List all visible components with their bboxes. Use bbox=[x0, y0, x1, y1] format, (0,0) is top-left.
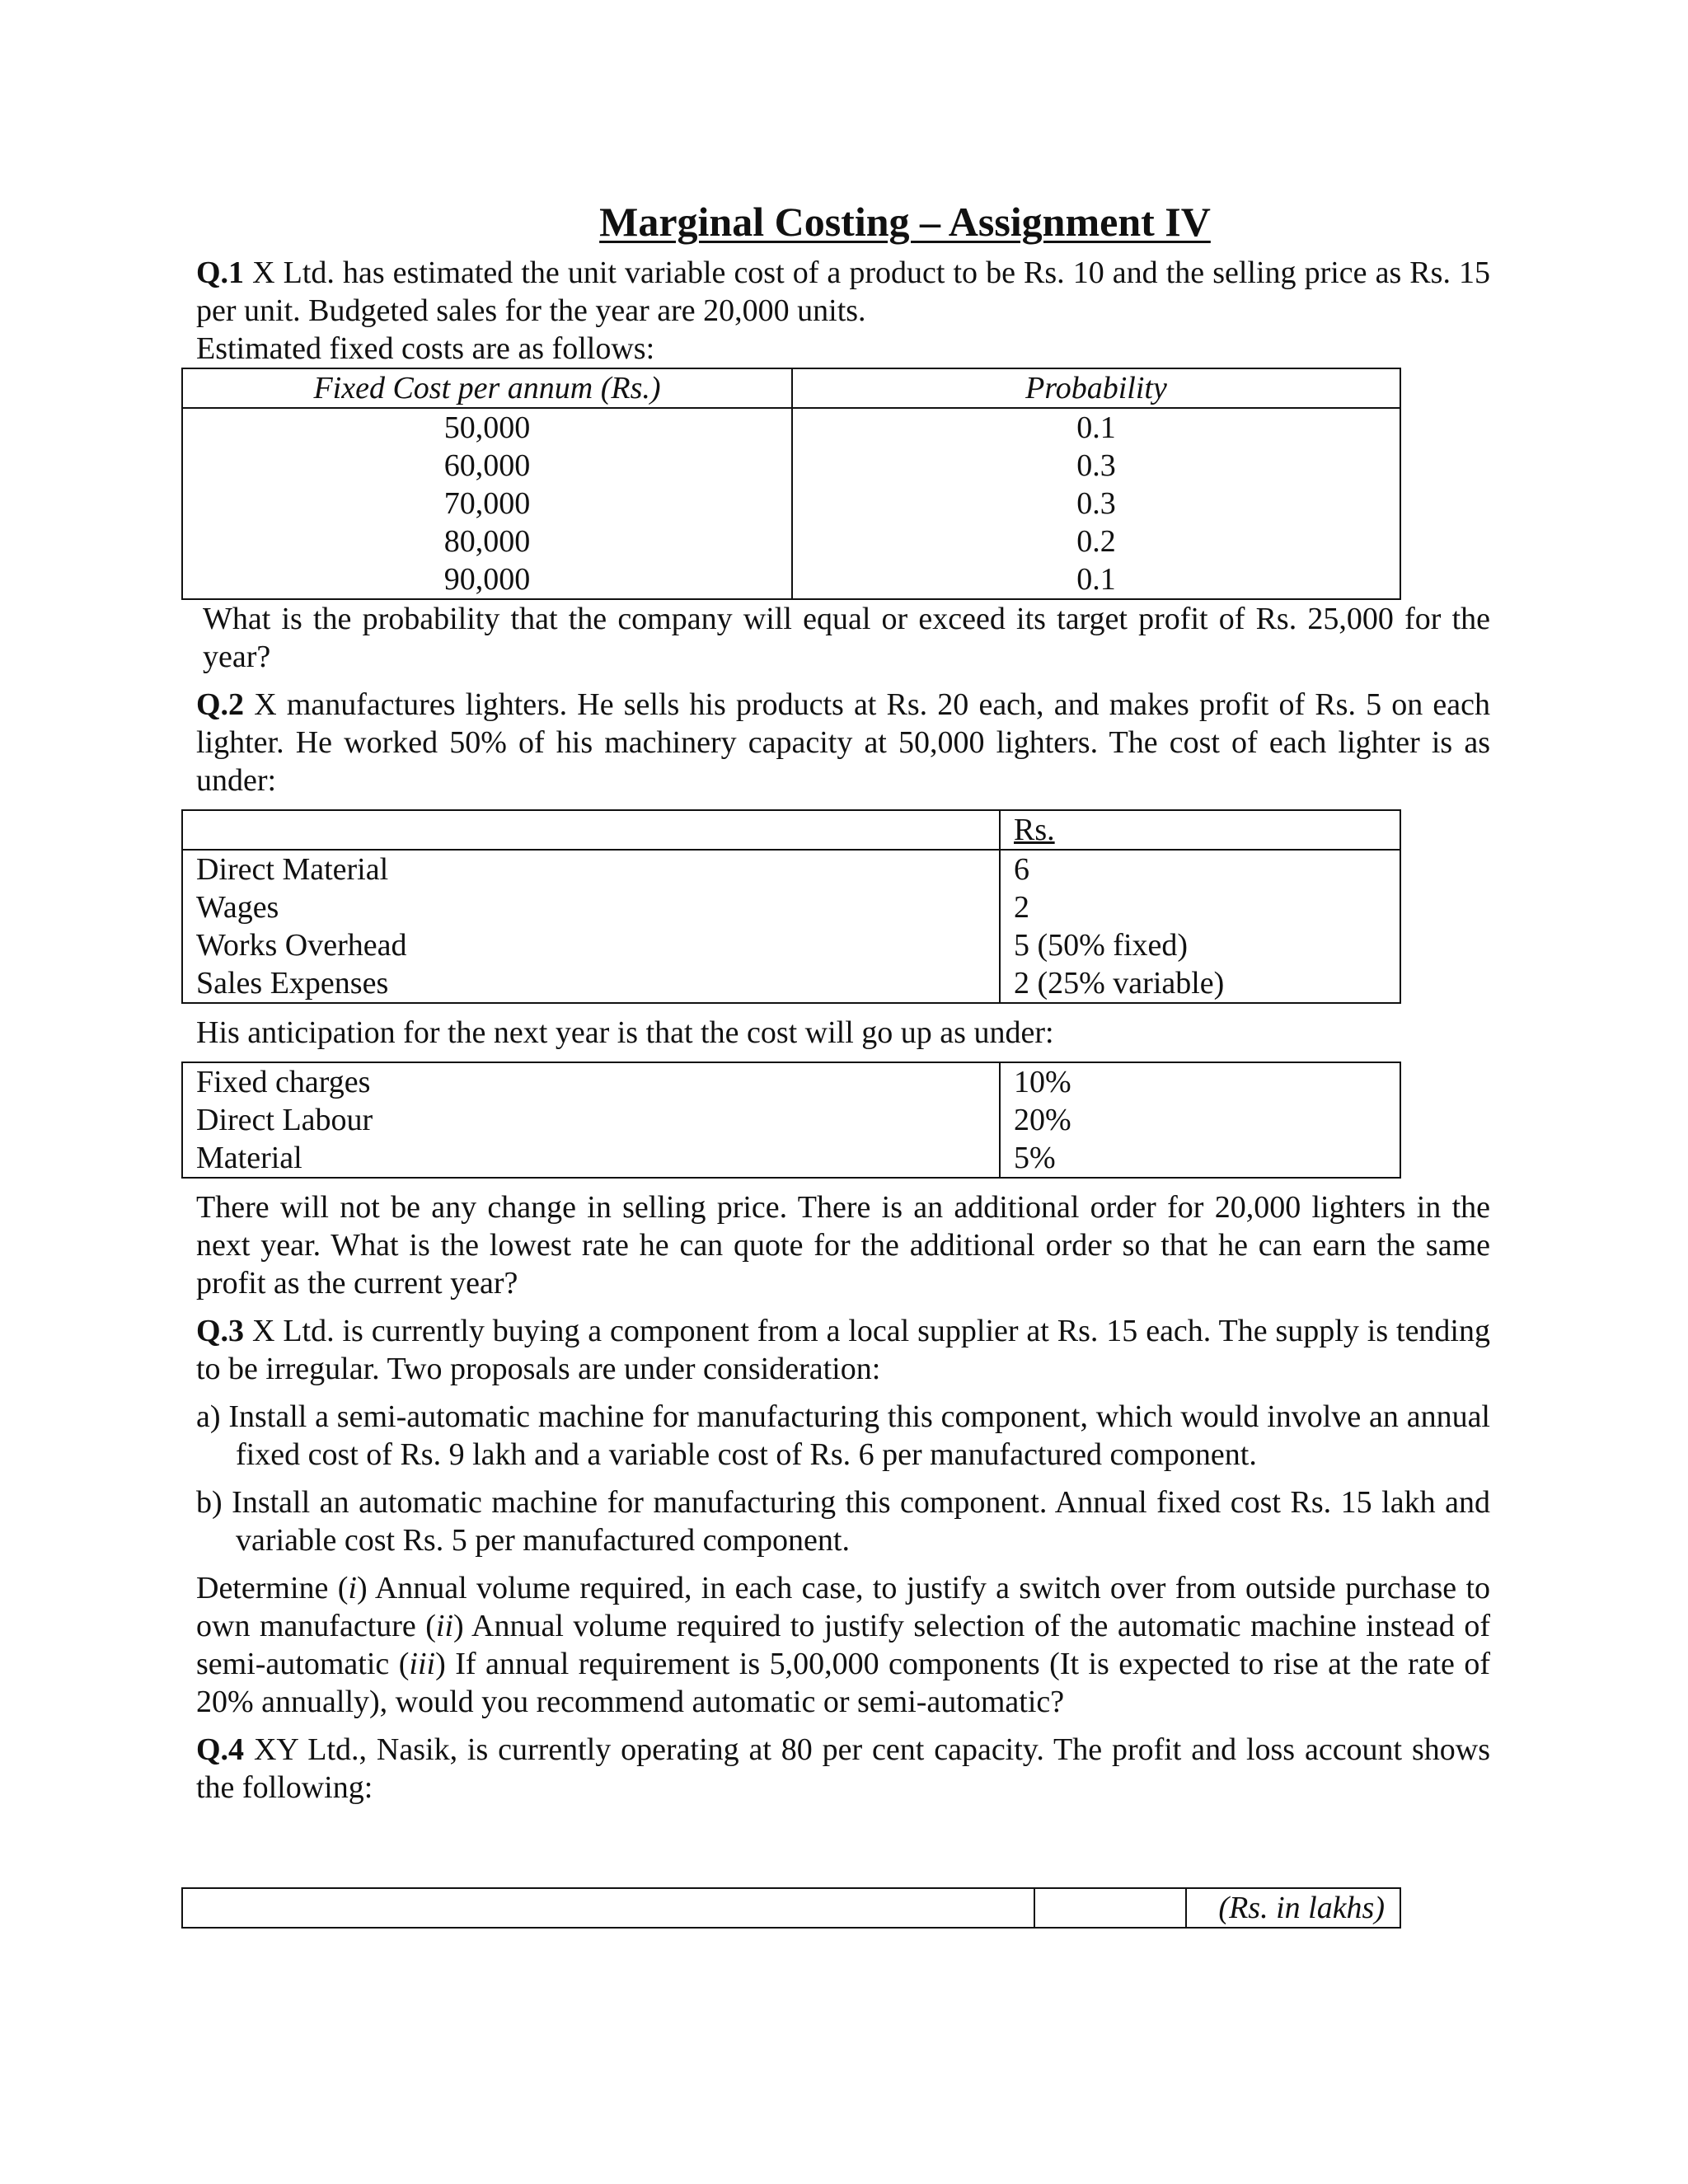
q4-text: XY Ltd., Nasik, is currently operating at 80 per cent capacity. The profit and loss account shows the following: bbox=[196, 1732, 1491, 1805]
empty-cell bbox=[1034, 1888, 1186, 1928]
table-row bbox=[182, 523, 1400, 560]
increase-item-cell: Direct Labour bbox=[182, 1101, 1000, 1139]
increase-value-cell: 5% bbox=[1014, 1141, 1056, 1175]
probability-cell: 0.3 bbox=[1076, 486, 1116, 521]
fixed-cost-cell: 50,000 bbox=[182, 408, 792, 447]
empty-cell bbox=[182, 1888, 1034, 1928]
determine-part-1: Annual volume required, in each case, to justify a switch over from outside purchase to own manufacture bbox=[196, 1571, 1491, 1643]
table-row bbox=[182, 560, 1400, 599]
fixed-cost-probability-table bbox=[181, 368, 1401, 600]
determine-part-3: If annual requirement is 5,00,000 components (It is expected to rise at the rate of 20% annually), would you recommend automatic or semi-automatic? bbox=[196, 1647, 1491, 1719]
q1-label: Q.1 bbox=[196, 255, 245, 290]
probability-cell: 0.3 bbox=[1076, 448, 1116, 483]
cost-value-cell: 5 (50% fixed) bbox=[1014, 928, 1189, 963]
unit-header-cell: (Rs. in lakhs) bbox=[1218, 1891, 1385, 1925]
cost-item-cell: Works Overhead bbox=[182, 926, 1000, 964]
q2-text: X manufactures lighters. He sells his products at Rs. 20 each, and makes profit of Rs. 5 on each lighter. He worked 50% of his machinery capacity at 50,000 lighters. The cost of each lighter is as under: bbox=[196, 687, 1491, 798]
cost-item-cell: Wages bbox=[182, 888, 1000, 926]
table-row bbox=[182, 964, 1400, 1003]
increase-value-cell: 20% bbox=[1014, 1103, 1071, 1137]
col-header-fixed-cost: Fixed Cost per annum (Rs.) bbox=[182, 368, 792, 408]
probability-cell: 0.1 bbox=[1076, 410, 1116, 445]
q3-option-a: a) Install a semi-automatic machine for manufacturing this component, which would involve an annual fixed cost of Rs. 9 lakh and a variable cost of Rs. 6 per manufactured component. bbox=[196, 1399, 1490, 1472]
fixed-cost-cell: 60,000 bbox=[182, 447, 792, 485]
assignment-content bbox=[196, 196, 1490, 1929]
profit-loss-table bbox=[181, 1887, 1401, 1929]
lighter-cost-table bbox=[181, 809, 1401, 1004]
table-row bbox=[182, 447, 1400, 485]
q3-label: Q.3 bbox=[196, 1314, 245, 1348]
fixed-cost-cell: 90,000 bbox=[182, 560, 792, 599]
determine-part-2: Annual volume required to justify selection of the automatic machine instead of semi-automatic bbox=[196, 1609, 1491, 1681]
q3-options bbox=[196, 1398, 1490, 1559]
cost-value-cell: 2 bbox=[1014, 890, 1029, 925]
q2-question: There will not be any change in selling price. There is an additional order for 20,000 lighters in the next year. What is the lowest rate he can quote for the additional order so that he can earn the same profit as the current year? bbox=[196, 1190, 1490, 1301]
table-row bbox=[182, 1139, 1400, 1178]
q2-label: Q.2 bbox=[196, 687, 245, 722]
q1-text: X Ltd. has estimated the unit variable cost of a product to be Rs. 10 and the selling price as Rs. 15 per unit. Budgeted sales for the year are 20,000 units. bbox=[196, 255, 1491, 328]
marker-i: i bbox=[348, 1571, 357, 1605]
col-header-probability: Probability bbox=[792, 368, 1400, 408]
marker-iii: iii bbox=[409, 1647, 436, 1681]
table-header-row bbox=[182, 810, 1400, 850]
q3-intro bbox=[196, 1312, 1490, 1388]
table-row bbox=[182, 408, 1400, 447]
q4-label: Q.4 bbox=[196, 1732, 245, 1767]
cost-item-cell: Sales Expenses bbox=[182, 964, 1000, 1003]
cost-item-cell: Direct Material bbox=[182, 850, 1000, 888]
table-row bbox=[182, 485, 1400, 523]
table-header-row bbox=[182, 1888, 1400, 1928]
q3-text: X Ltd. is currently buying a component from a local supplier at Rs. 15 each. The supply is tending to be irregular. Two proposals are under consideration: bbox=[196, 1314, 1490, 1386]
cost-value-cell: 6 bbox=[1014, 852, 1029, 887]
determine-lead: Determine bbox=[196, 1571, 329, 1605]
q2-anticipation: His anticipation for the next year is that the cost will go up as under: bbox=[196, 1015, 1054, 1050]
increase-item-cell: Material bbox=[182, 1139, 1000, 1178]
q1-question: What is the probability that the company will equal or exceed its target profit of Rs. 25,000 for the year? bbox=[203, 602, 1490, 674]
table-header-row bbox=[182, 368, 1400, 408]
cost-increase-table bbox=[181, 1062, 1401, 1179]
fixed-cost-cell: 70,000 bbox=[182, 485, 792, 523]
probability-cell: 0.2 bbox=[1076, 524, 1116, 559]
empty-header-cell bbox=[182, 810, 1000, 850]
q4-intro bbox=[196, 1731, 1490, 1807]
table-row bbox=[182, 1062, 1400, 1101]
table-row bbox=[182, 1101, 1400, 1139]
q1-text2: Estimated fixed costs are as follows: bbox=[196, 331, 655, 366]
table-row bbox=[182, 926, 1400, 964]
col-header-rs bbox=[1000, 810, 1400, 850]
rs-header-text: Rs. bbox=[1014, 813, 1055, 847]
table-row bbox=[182, 850, 1400, 888]
q3-option-b: b) Install an automatic machine for manufacturing this component. Annual fixed cost Rs. 15 lakh and variable cost Rs. 5 per manufactured component. bbox=[196, 1485, 1490, 1558]
probability-cell: 0.1 bbox=[1076, 562, 1116, 597]
marker-ii: ii bbox=[435, 1609, 454, 1643]
fixed-cost-cell: 80,000 bbox=[182, 523, 792, 560]
q3-determine: Determine (i) Annual volume required, in each case, to justify a switch over from outside purchase to own manufacture (ii) Annual volume required to justify selection of the automatic machine instead of semi-automatic (iii) If annual requirement is 5,00,000 components (It is expected to rise at the rate of 20% annually), would you recommend automatic or semi-automatic? bbox=[196, 1571, 1491, 1719]
increase-item-cell: Fixed charges bbox=[182, 1062, 1000, 1101]
cost-value-cell: 2 (25% variable) bbox=[1014, 966, 1225, 1001]
q2-intro bbox=[196, 686, 1490, 799]
table-row bbox=[182, 888, 1400, 926]
q1-intro bbox=[196, 254, 1490, 330]
page-title: Marginal Costing – Assignment IV bbox=[599, 199, 1211, 245]
increase-value-cell: 10% bbox=[1014, 1065, 1071, 1099]
